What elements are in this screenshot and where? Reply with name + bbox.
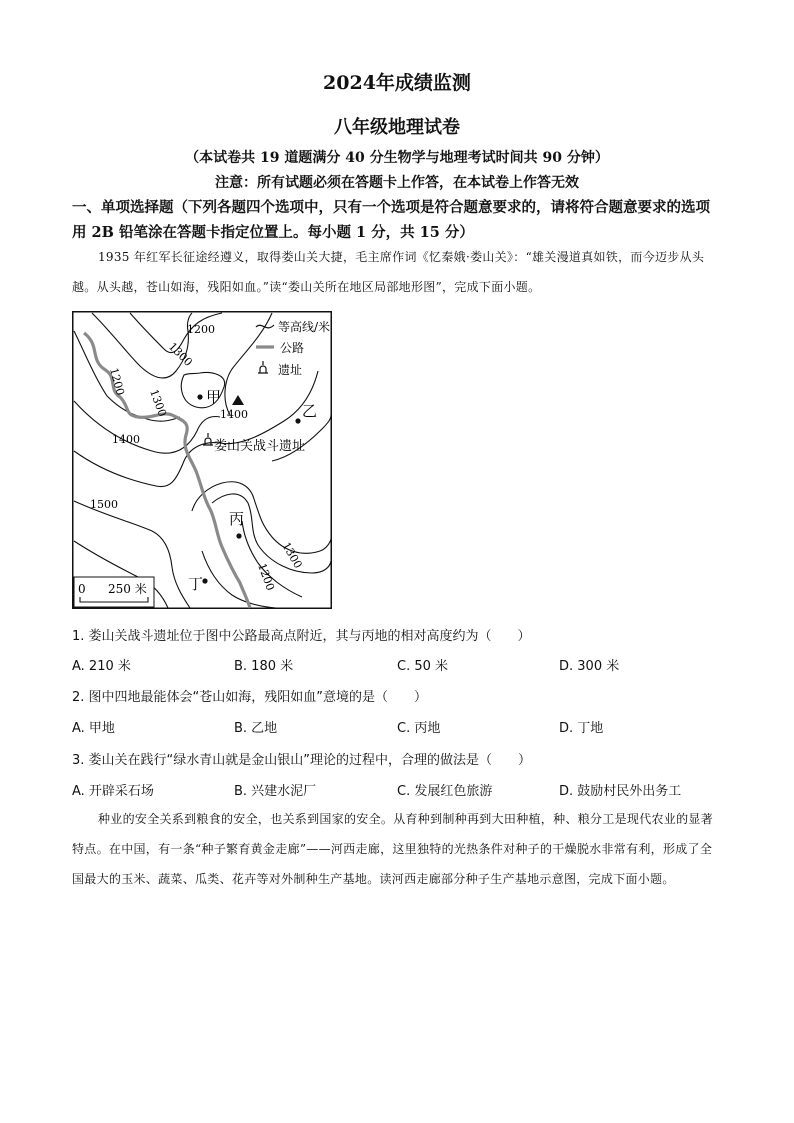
q2-option-b: B. 乙地 <box>234 721 278 736</box>
question-2-stem: 2. 图中四地最能体会“苍山如海，残阳如血”意境的是（ ） <box>72 690 428 705</box>
place-dot <box>197 394 202 399</box>
scale-bar <box>74 577 154 607</box>
contour-label: 1300 <box>147 387 169 419</box>
legend-road-label: 公路 <box>280 341 305 355</box>
question-3-stem: 3. 娄山关在践行“绿水青山就是金山银山”理论的过程中，合理的做法是（ ） <box>72 753 532 768</box>
place-bing: 丙 <box>229 510 245 528</box>
q2-option-a: A. 甲地 <box>72 721 115 736</box>
passage-seed-corridor: 种业的安全关系到粮食的安全，也关系到国家的安全。从育种到制种再到大田种植，种、粮分工是现代农业的显著特点。在中国，有一条“种子繁育黄金走廊”——河西走廊，这里独特的光热条件对种子的干燥脱水非常有利，形成了全国最大的玉米、蔬菜、瓜类、花卉等对外制种生产基地。读河西走廊部分种子生产基地示意图，完成下面小题。 <box>72 812 714 886</box>
passage-loushanguan: 1935 年红军长征途经遵义，取得娄山关大捷，毛主席作词《忆秦娥·娄山关》：“雄关漫道真如铁，而今迈步从头越。从头越，苍山如海，残阳如血。”读“娄山关所在地区局部地形图”，完成下面小题。 <box>72 250 705 294</box>
contour-label: 1300 <box>165 339 195 369</box>
q1-option-c: C. 50 米 <box>397 659 449 674</box>
q3-option-c: C. 发展红色旅游 <box>397 784 493 799</box>
q3-option-d: D. 鼓励村民外出务工 <box>559 784 682 799</box>
place-dot <box>202 578 207 583</box>
legend-site-label: 遗址 <box>278 363 303 377</box>
q2-option-d: D. 丁地 <box>559 721 604 736</box>
contour-label: 1500 <box>90 498 118 511</box>
place-yi: 乙 <box>302 402 318 420</box>
peak-elevation-label: 1400 <box>220 408 248 421</box>
legend-contour-label: 等高线/米 <box>278 320 331 334</box>
exam-info: （本试卷共 19 道题满分 40 分生物学与地理考试时间共 90 分钟） <box>185 150 609 166</box>
place-dot <box>236 533 241 538</box>
question-1-stem: 1. 娄山关战斗遗址位于图中公路最高点附近，其与丙地的相对高度约为（ ） <box>72 629 531 644</box>
site-label: 娄山关战斗遗址 <box>214 439 306 454</box>
topographic-map <box>72 311 332 609</box>
contour-label: 1300 <box>279 540 305 571</box>
q3-option-b: B. 兴建水泥厂 <box>234 784 317 799</box>
exam-subtitle: 八年级地理试卷 <box>334 117 460 138</box>
place-ding: 丁 <box>188 575 204 593</box>
exam-notice: 注意：所有试题必须在答题卡上作答，在本试卷上作答无效 <box>215 175 579 191</box>
q3-option-a: A. 开辟采石场 <box>72 784 154 799</box>
contour-label: 1400 <box>112 433 140 446</box>
contour-label: 1200 <box>255 561 277 593</box>
q1-option-a: A. 210 米 <box>72 659 131 674</box>
exam-title: 2024年成绩监测 <box>323 72 471 94</box>
q2-option-c: C. 丙地 <box>397 721 441 736</box>
place-jia: 甲 <box>206 388 222 406</box>
contour-label: 1200 <box>107 366 127 397</box>
q1-option-b: B. 180 米 <box>234 659 294 674</box>
place-dot <box>295 418 300 423</box>
q1-option-d: D. 300 米 <box>559 659 620 674</box>
section-heading: 一、单项选择题（下列各题四个选项中，只有一个选项是符合题意要求的，请将符合题意要求的选项用 2B 铅笔涂在答题卡指定位置上。每小题 1 分，共 15 分） <box>72 199 710 241</box>
scale-zero: 0 <box>78 582 86 596</box>
contour-label: 1200 <box>187 323 215 336</box>
scale-distance: 250 米 <box>108 582 147 596</box>
